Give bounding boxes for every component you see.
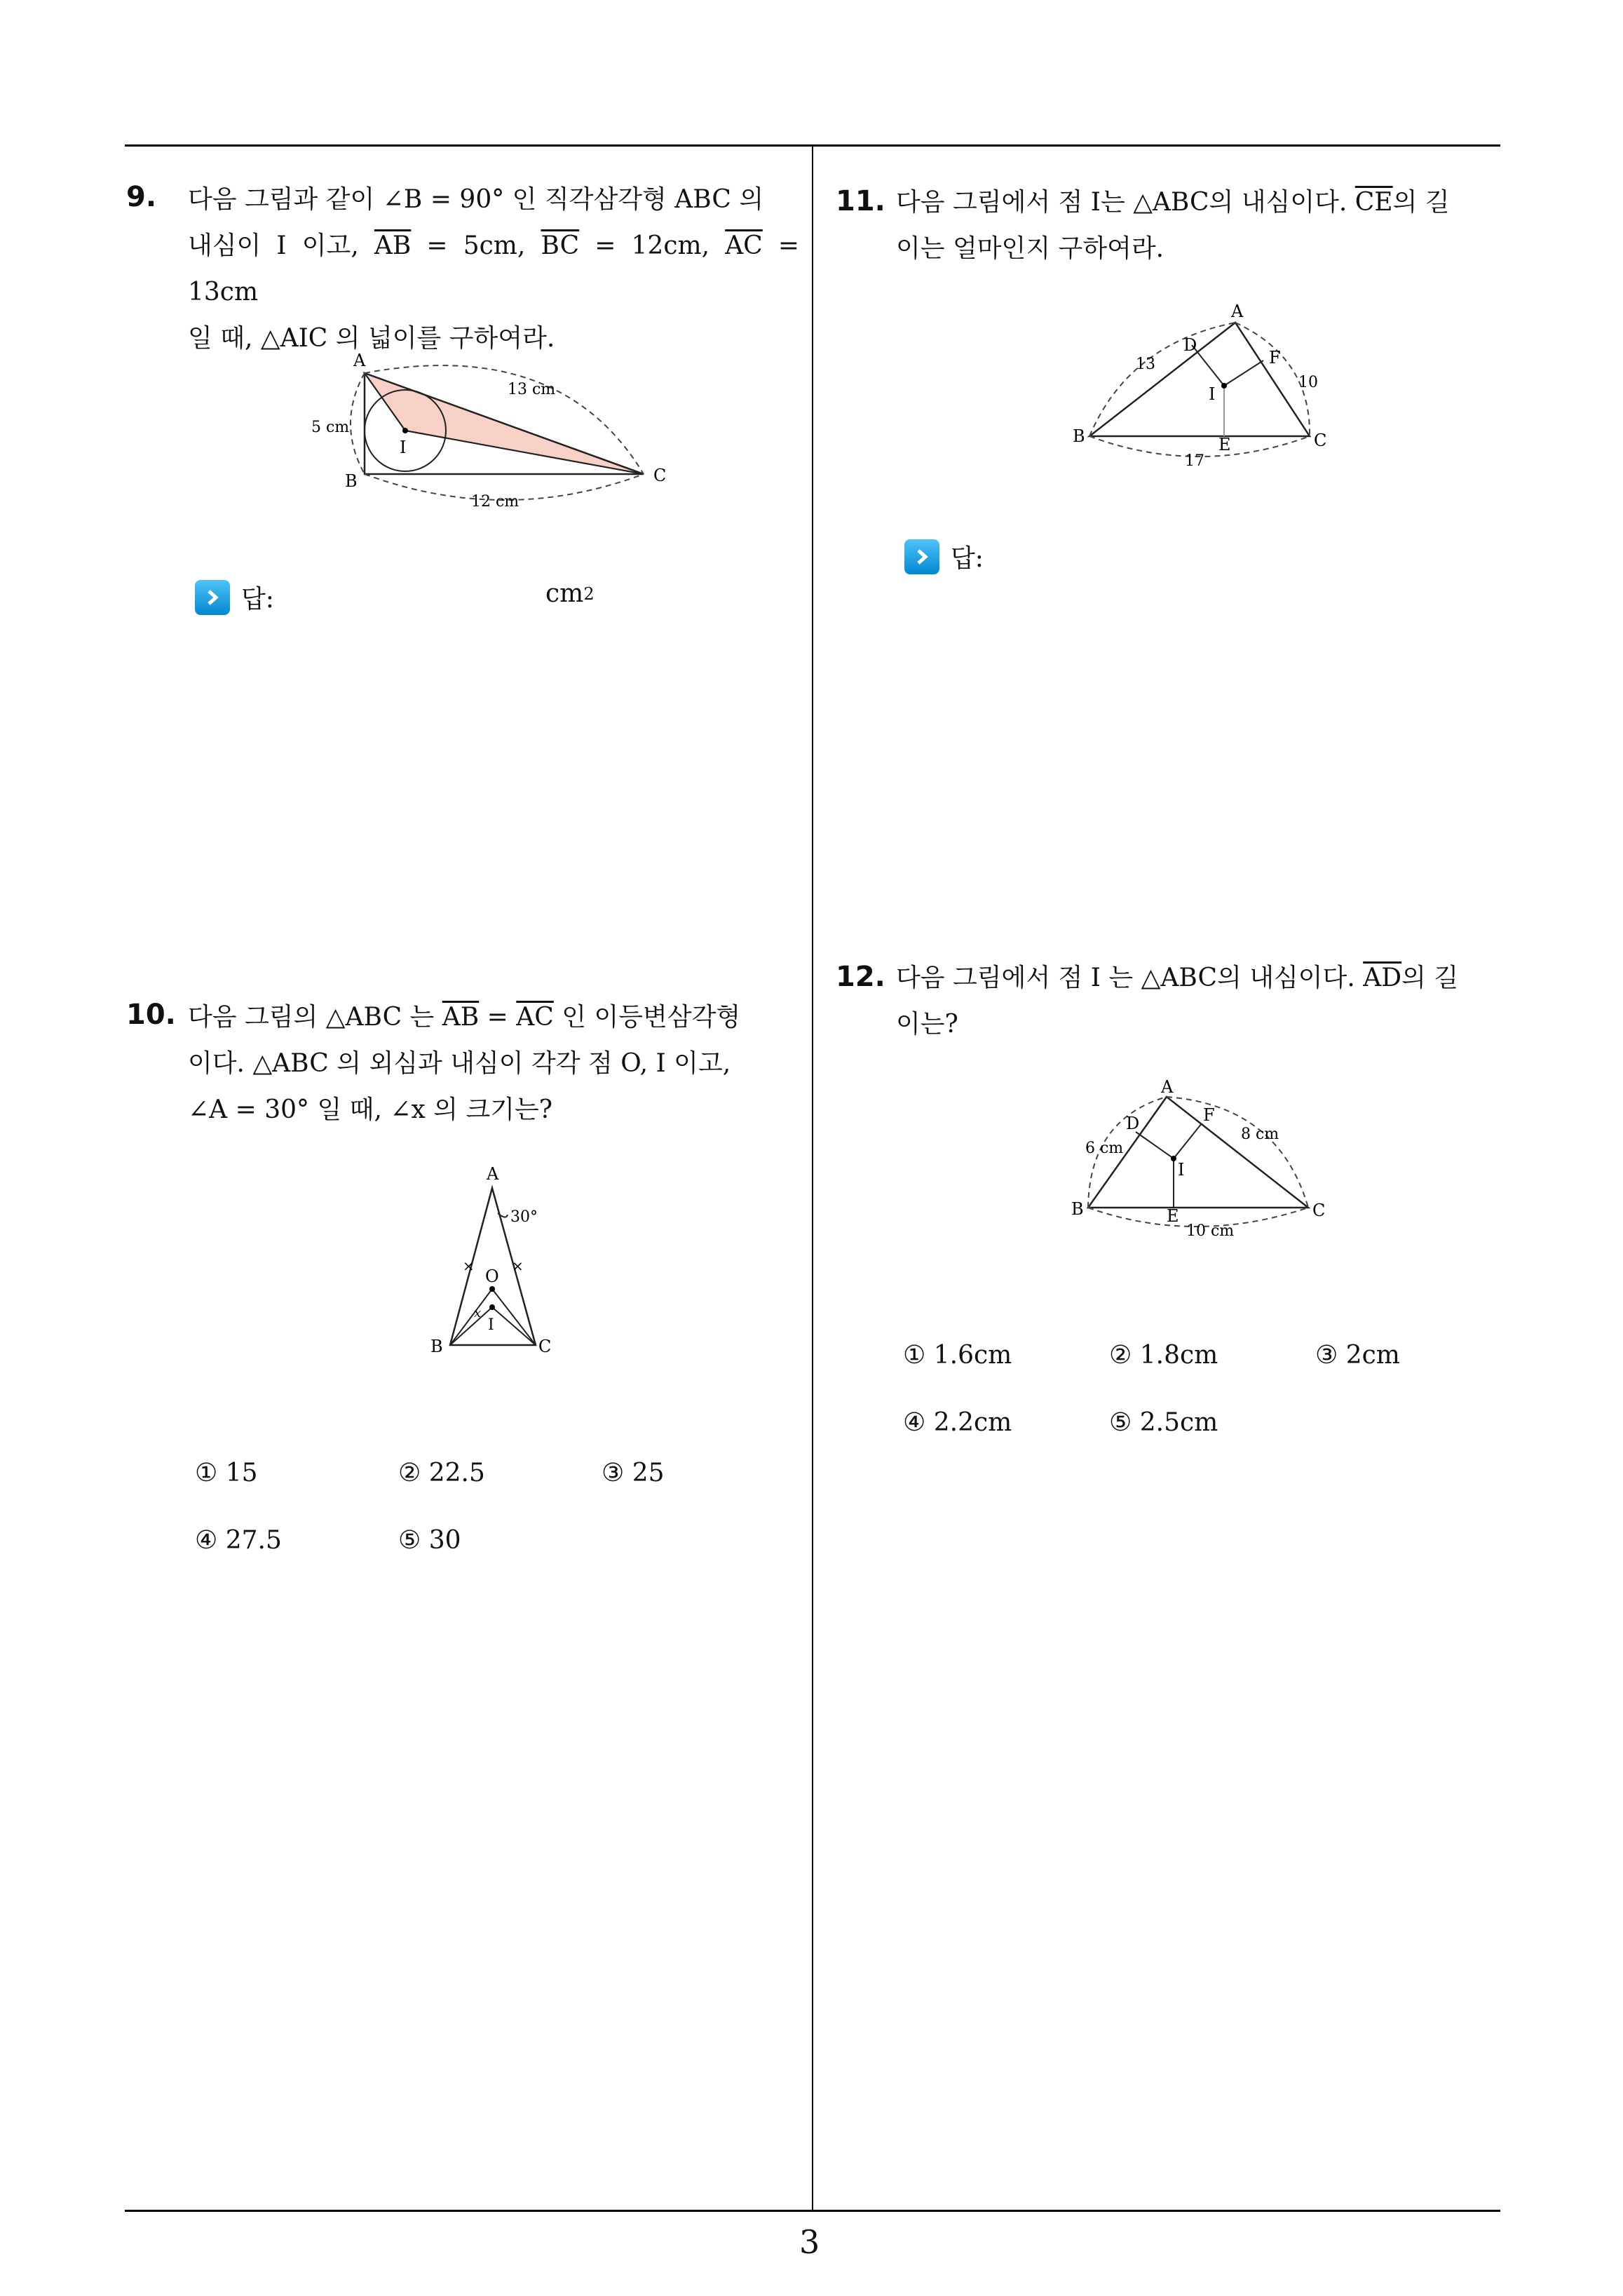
label-b: B <box>1073 426 1085 446</box>
q9-figure <box>308 351 701 519</box>
label-a: A <box>1161 1077 1174 1097</box>
q12-text <box>896 955 1513 1048</box>
label-i: I <box>1209 384 1216 404</box>
q10-choice-1[interactable]: ① 15 <box>195 1459 258 1487</box>
label-i: I <box>488 1316 494 1334</box>
q10-line2: 이다. △ABC 의 외심과 내심이 각각 점 O, I 이고, <box>188 1049 731 1078</box>
label-i: I <box>400 438 407 457</box>
column-divider <box>812 144 813 2211</box>
label-ab-length: 6 cm <box>1085 1140 1124 1157</box>
label-bc-length: 12 cm <box>471 493 520 511</box>
q11-line2: 이는 얼마인지 구하여라. <box>896 234 1164 263</box>
q10-choice-5[interactable]: ⑤ 30 <box>398 1526 461 1555</box>
segment-ad: $\overline{AD}$ <box>1363 964 1402 992</box>
label-b: B <box>430 1337 443 1356</box>
label-c: C <box>653 466 667 485</box>
q12-choice-2[interactable]: ② 1.8cm <box>1109 1341 1218 1370</box>
q11-answer-field[interactable] <box>904 539 984 574</box>
q9-line2: 내심이 I 이고, $\overline{AB} = 5cm$, $\overline{BC} = 12cm$, $\overline{AC} = 13cm$ <box>188 231 800 306</box>
label-c: C <box>1312 1201 1326 1220</box>
label-ac-length: 10 <box>1298 374 1318 391</box>
label-bc-length: 10 cm <box>1186 1222 1235 1240</box>
label-ab-length: 13 <box>1136 356 1155 373</box>
label-a: A <box>487 1164 499 1184</box>
q12-figure <box>1068 1077 1363 1245</box>
q12-choice-5[interactable]: ⑤ 2.5cm <box>1109 1408 1218 1437</box>
label-bc-length: 17 <box>1185 452 1204 470</box>
point-i <box>402 428 408 433</box>
chevron-right-icon <box>195 580 230 615</box>
label-d: D <box>1183 335 1197 355</box>
label-o: O <box>485 1267 499 1286</box>
label-ab-length: 5 cm <box>311 419 350 436</box>
label-f: F <box>1203 1105 1215 1125</box>
label-b: B <box>1071 1199 1084 1219</box>
q12-line2: 이는? <box>896 1010 958 1039</box>
q9-line3: 일 때, △AIC 의 넓이를 구하여라. <box>188 324 555 353</box>
q11-figure <box>1073 302 1367 477</box>
point-i <box>1171 1156 1176 1161</box>
q10-figure <box>421 1164 589 1375</box>
q11-line1: 다음 그림에서 점 I는 △ABC의 내심이다. $\overline{CE}$의 길 <box>896 188 1450 217</box>
triangle-abc <box>1089 323 1310 436</box>
q11-answer-label: 답: <box>951 544 984 573</box>
q10-number: 10. <box>126 999 176 1031</box>
q9-text <box>188 177 799 362</box>
tick-mark-left: × <box>463 1257 475 1274</box>
bottom-rule <box>125 2210 1500 2212</box>
q10-line1: 다음 그림의 △ABC 는 $\overline{AB} = \overline{AC}$ 인 이등변삼각형 <box>188 1003 741 1032</box>
label-e: E <box>1167 1206 1179 1226</box>
label-i: I <box>1178 1160 1185 1180</box>
q10-choice-2[interactable]: ② 22.5 <box>398 1459 485 1487</box>
label-c: C <box>1314 431 1327 450</box>
q12-choice-1[interactable]: ① 1.6cm <box>903 1341 1012 1370</box>
label-c: C <box>538 1337 552 1356</box>
q9-answer-unit: cm 2 <box>545 579 595 608</box>
label-f: F <box>1269 348 1281 367</box>
q12-line1: 다음 그림에서 점 I 는 △ABC의 내심이다. $\overline{AD}$의 길 <box>896 964 1459 992</box>
label-angle-30: 30° <box>510 1208 538 1226</box>
point-i <box>1221 383 1227 389</box>
segment-bc: $\overline{BC}$ <box>541 231 580 260</box>
q9-line1: 다음 그림과 같이 ∠B = 90° 인 직각삼각형 ABC 의 <box>188 185 764 214</box>
segment-ab: $\overline{AB}$ <box>374 231 412 260</box>
q12-choice-3[interactable]: ③ 2cm <box>1315 1341 1400 1370</box>
label-ac-length: 13 cm <box>508 381 556 398</box>
point-o <box>489 1286 495 1292</box>
label-ac-length: 8 cm <box>1241 1126 1279 1143</box>
q10-choice-4[interactable]: ④ 27.5 <box>195 1526 282 1555</box>
label-b: B <box>345 471 358 491</box>
q10-text <box>188 994 799 1133</box>
q11-number: 11. <box>836 185 885 217</box>
tick-mark-right: × <box>512 1257 524 1274</box>
label-a: A <box>1231 302 1244 321</box>
q9-number: 9. <box>126 181 157 213</box>
label-a: A <box>353 351 366 370</box>
q10-line3: ∠A = 30° 일 때, ∠x 의 크기는? <box>188 1095 553 1124</box>
segment-ab: $\overline{AB}$ <box>442 1003 480 1032</box>
segment-ce: $\overline{CE}$ <box>1354 188 1393 217</box>
label-d: D <box>1126 1114 1140 1133</box>
q12-choice-4[interactable]: ④ 2.2cm <box>903 1408 1012 1437</box>
q10-choice-3[interactable]: ③ 25 <box>602 1459 665 1487</box>
q11-text <box>896 180 1513 272</box>
q12-number: 12. <box>836 961 885 993</box>
label-e: E <box>1218 435 1231 454</box>
chevron-right-icon <box>904 539 939 574</box>
page-number: 3 <box>799 2223 820 2261</box>
point-i <box>489 1304 495 1310</box>
q9-answer-label: 답: <box>241 585 274 614</box>
q9-answer-field[interactable] <box>195 579 274 615</box>
label-x: x <box>474 1306 482 1321</box>
segment-ac: $\overline{AC}$ <box>725 231 763 260</box>
segment-ac: $\overline{AC}$ <box>516 1003 554 1032</box>
